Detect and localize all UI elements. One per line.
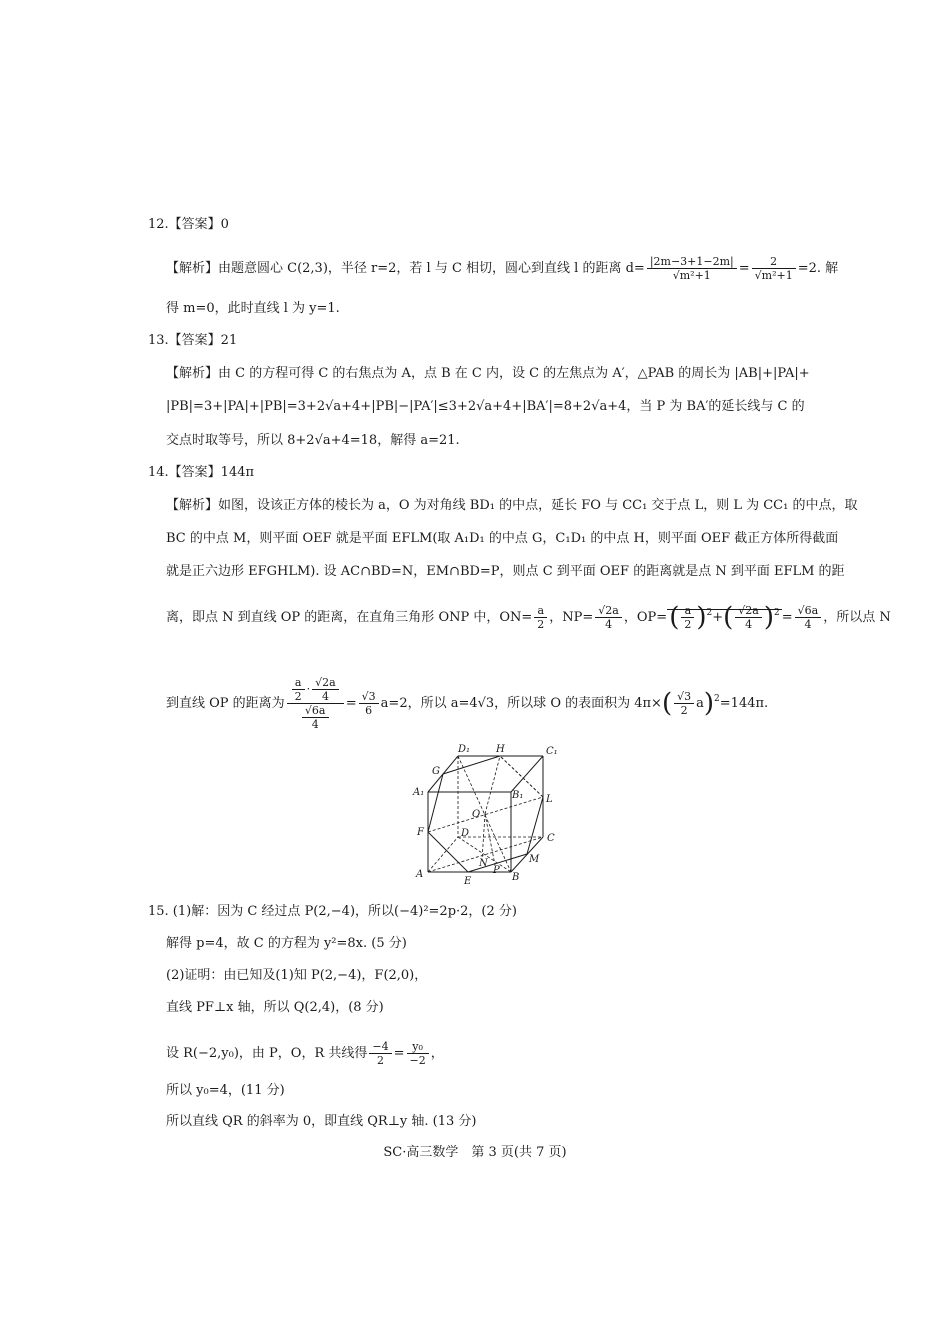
q12-analysis-line2: 得 m=0，此时直线 l 为 y=1. [166, 301, 340, 316]
distance-compound-fraction: $\frac{a}{2}$ · $\frac{√2a}{4}$ $\frac{√6a}{4}$ [287, 676, 344, 731]
label-G: G [432, 766, 440, 777]
label-A1: A₁ [413, 787, 425, 798]
label-F: F [417, 827, 424, 838]
q12-fraction-2: $\frac{2}{\text{√m²+1}}$ [752, 255, 796, 282]
sqrt3-over-6-fraction: $\frac{√3}{6}$ [359, 690, 379, 717]
label-C1: C₁ [546, 746, 558, 757]
label-L: L [546, 794, 553, 805]
label-D1: D₁ [458, 744, 471, 755]
q14-analysis-line5: 到直线 OP 的距离为 $\frac{a}{2}$ · $\frac{√2a}{4}$ $\frac{√6a}{4}$ = $\frac{√3}{6}$ a=2，所以 a=4√3，所以球 O 的表面积为 4π×( $\frac{√3}{2}$ a)$^2$=144π. [166, 676, 769, 731]
np-fraction: $\frac{√2a}{4}$ [595, 604, 622, 631]
label-A: A [416, 869, 424, 880]
q12-analysis-line1: 【解析】由题意圆心 C(2,3)，半径 r=2，若 l 与 C 相切，圆心到直线 l 的距离 d= $\frac{|2m-3+1-2m|}{\text{√m²+1}}$ = $\frac{2}{\text{√m²+1}}$ =2. 解 [166, 255, 839, 282]
q15-line4: 直线 PF⊥x 轴，所以 Q(2,4)，(8 分) [166, 1000, 384, 1015]
q15-line6: 所以 y₀=4，(11 分) [166, 1083, 285, 1098]
label-N: N [479, 858, 488, 869]
q15-line7: 所以直线 QR 的斜率为 0，即直线 QR⊥y 轴. (13 分) [166, 1114, 477, 1129]
q12-answer: 12.【答案】0 [148, 217, 229, 232]
q14-analysis-line3: 就是正六边形 EFGHLM). 设 AC∩BD=N，EM∩BD=P，则点 C 到平面 OEF 的距离就是点 N 到平面 EFLM 的距 [166, 564, 845, 579]
q13-answer: 13.【答案】21 [148, 333, 238, 348]
label-D: D [461, 828, 470, 839]
op-sqrt: ( $\frac{a}{2}$ )$^2$+( $\frac{√2a}{4}$ )$^2$ [669, 602, 780, 633]
q14-analysis-line1: 【解析】如图，设该正方体的棱长为 a，O 为对角线 BD₁ 的中点，延长 FO 与 CC₁ 交于点 L，则 L 为 CC₁ 的中点，取 [166, 498, 858, 513]
cube-diagram [410, 742, 570, 887]
q15-fraction-1: $\frac{-4}{2}$ [369, 1040, 391, 1067]
q13-analysis-line3: 交点时取等号，所以 8+2√a+4=18，解得 a=21. [166, 433, 460, 448]
label-O: O [472, 809, 481, 820]
q15-line5: 设 R(−2,y₀)，由 P，O，R 共线得 $\frac{-4}{2}$ = $\frac{\text{y₀}}{-2}$ ， [166, 1040, 444, 1067]
label-E: E [464, 876, 472, 887]
q15-fraction-2: $\frac{\text{y₀}}{-2}$ [407, 1040, 429, 1067]
label-P: P [493, 865, 500, 876]
q15-line3: (2)证明：由已知及(1)知 P(2,−4)，F(2,0)， [166, 968, 428, 983]
op-result-fraction: $\frac{√6a}{4}$ [795, 604, 822, 631]
q15-line1: 15. (1)解：因为 C 经过点 P(2,−4)，所以(−4)²=2p·2，(2 分) [148, 904, 517, 919]
on-fraction: $\frac{a}{2}$ [534, 604, 547, 631]
sqrt3-over-2-fraction: $\frac{√3}{2}$ [674, 690, 694, 717]
q12-analysis-text: 【解析】由题意圆心 C(2,3)，半径 r=2，若 l 与 C 相切，圆心到直线 l 的距离 d= [166, 261, 645, 276]
q13-analysis-line1: 【解析】由 C 的方程可得 C 的右焦点为 A，点 B 在 C 内，设 C 的左焦点为 A′，△PAB 的周长为 |AB|+|PA|+ [166, 366, 810, 381]
label-C: C [547, 833, 555, 844]
q15-line2: 解得 p=4，故 C 的方程为 y²=8x. (5 分) [166, 936, 407, 951]
q14-analysis-line2: BC 的中点 M，则平面 OEF 就是平面 EFLM(取 A₁D₁ 的中点 G，C₁D₁ 的中点 H，则平面 OEF 截正方体所得截面 [166, 531, 839, 546]
q14-analysis-line4: 离，即点 N 到直线 OP 的距离，在直角三角形 ONP 中，ON= $\frac{a}{2}$ ，NP= $\frac{√2a}{4}$ ，OP=( $\frac{a}{2}$ )$^2$+( $\frac{√2a}{4}$ )$^2$ = $\frac{√6a}{4}$ ，所以点 N [166, 602, 891, 633]
label-M: M [529, 854, 540, 865]
page-footer: SC·高三数学 第 3 页(共 7 页) [383, 1145, 567, 1160]
q14-answer: 14.【答案】144π [148, 465, 255, 480]
q13-analysis-line2: |PB|=3+|PA|+|PB|=3+2√a+4+|PB|−|PA′|≤3+2√a+4+|BA′|=8+2√a+4，当 P 为 BA′的延长线与 C 的 [166, 399, 805, 414]
q12-fraction-1: $\frac{|2m-3+1-2m|}{\text{√m²+1}}$ [647, 255, 737, 282]
label-B1: B₁ [512, 790, 524, 801]
label-B: B [512, 872, 520, 883]
label-H: H [496, 744, 505, 755]
